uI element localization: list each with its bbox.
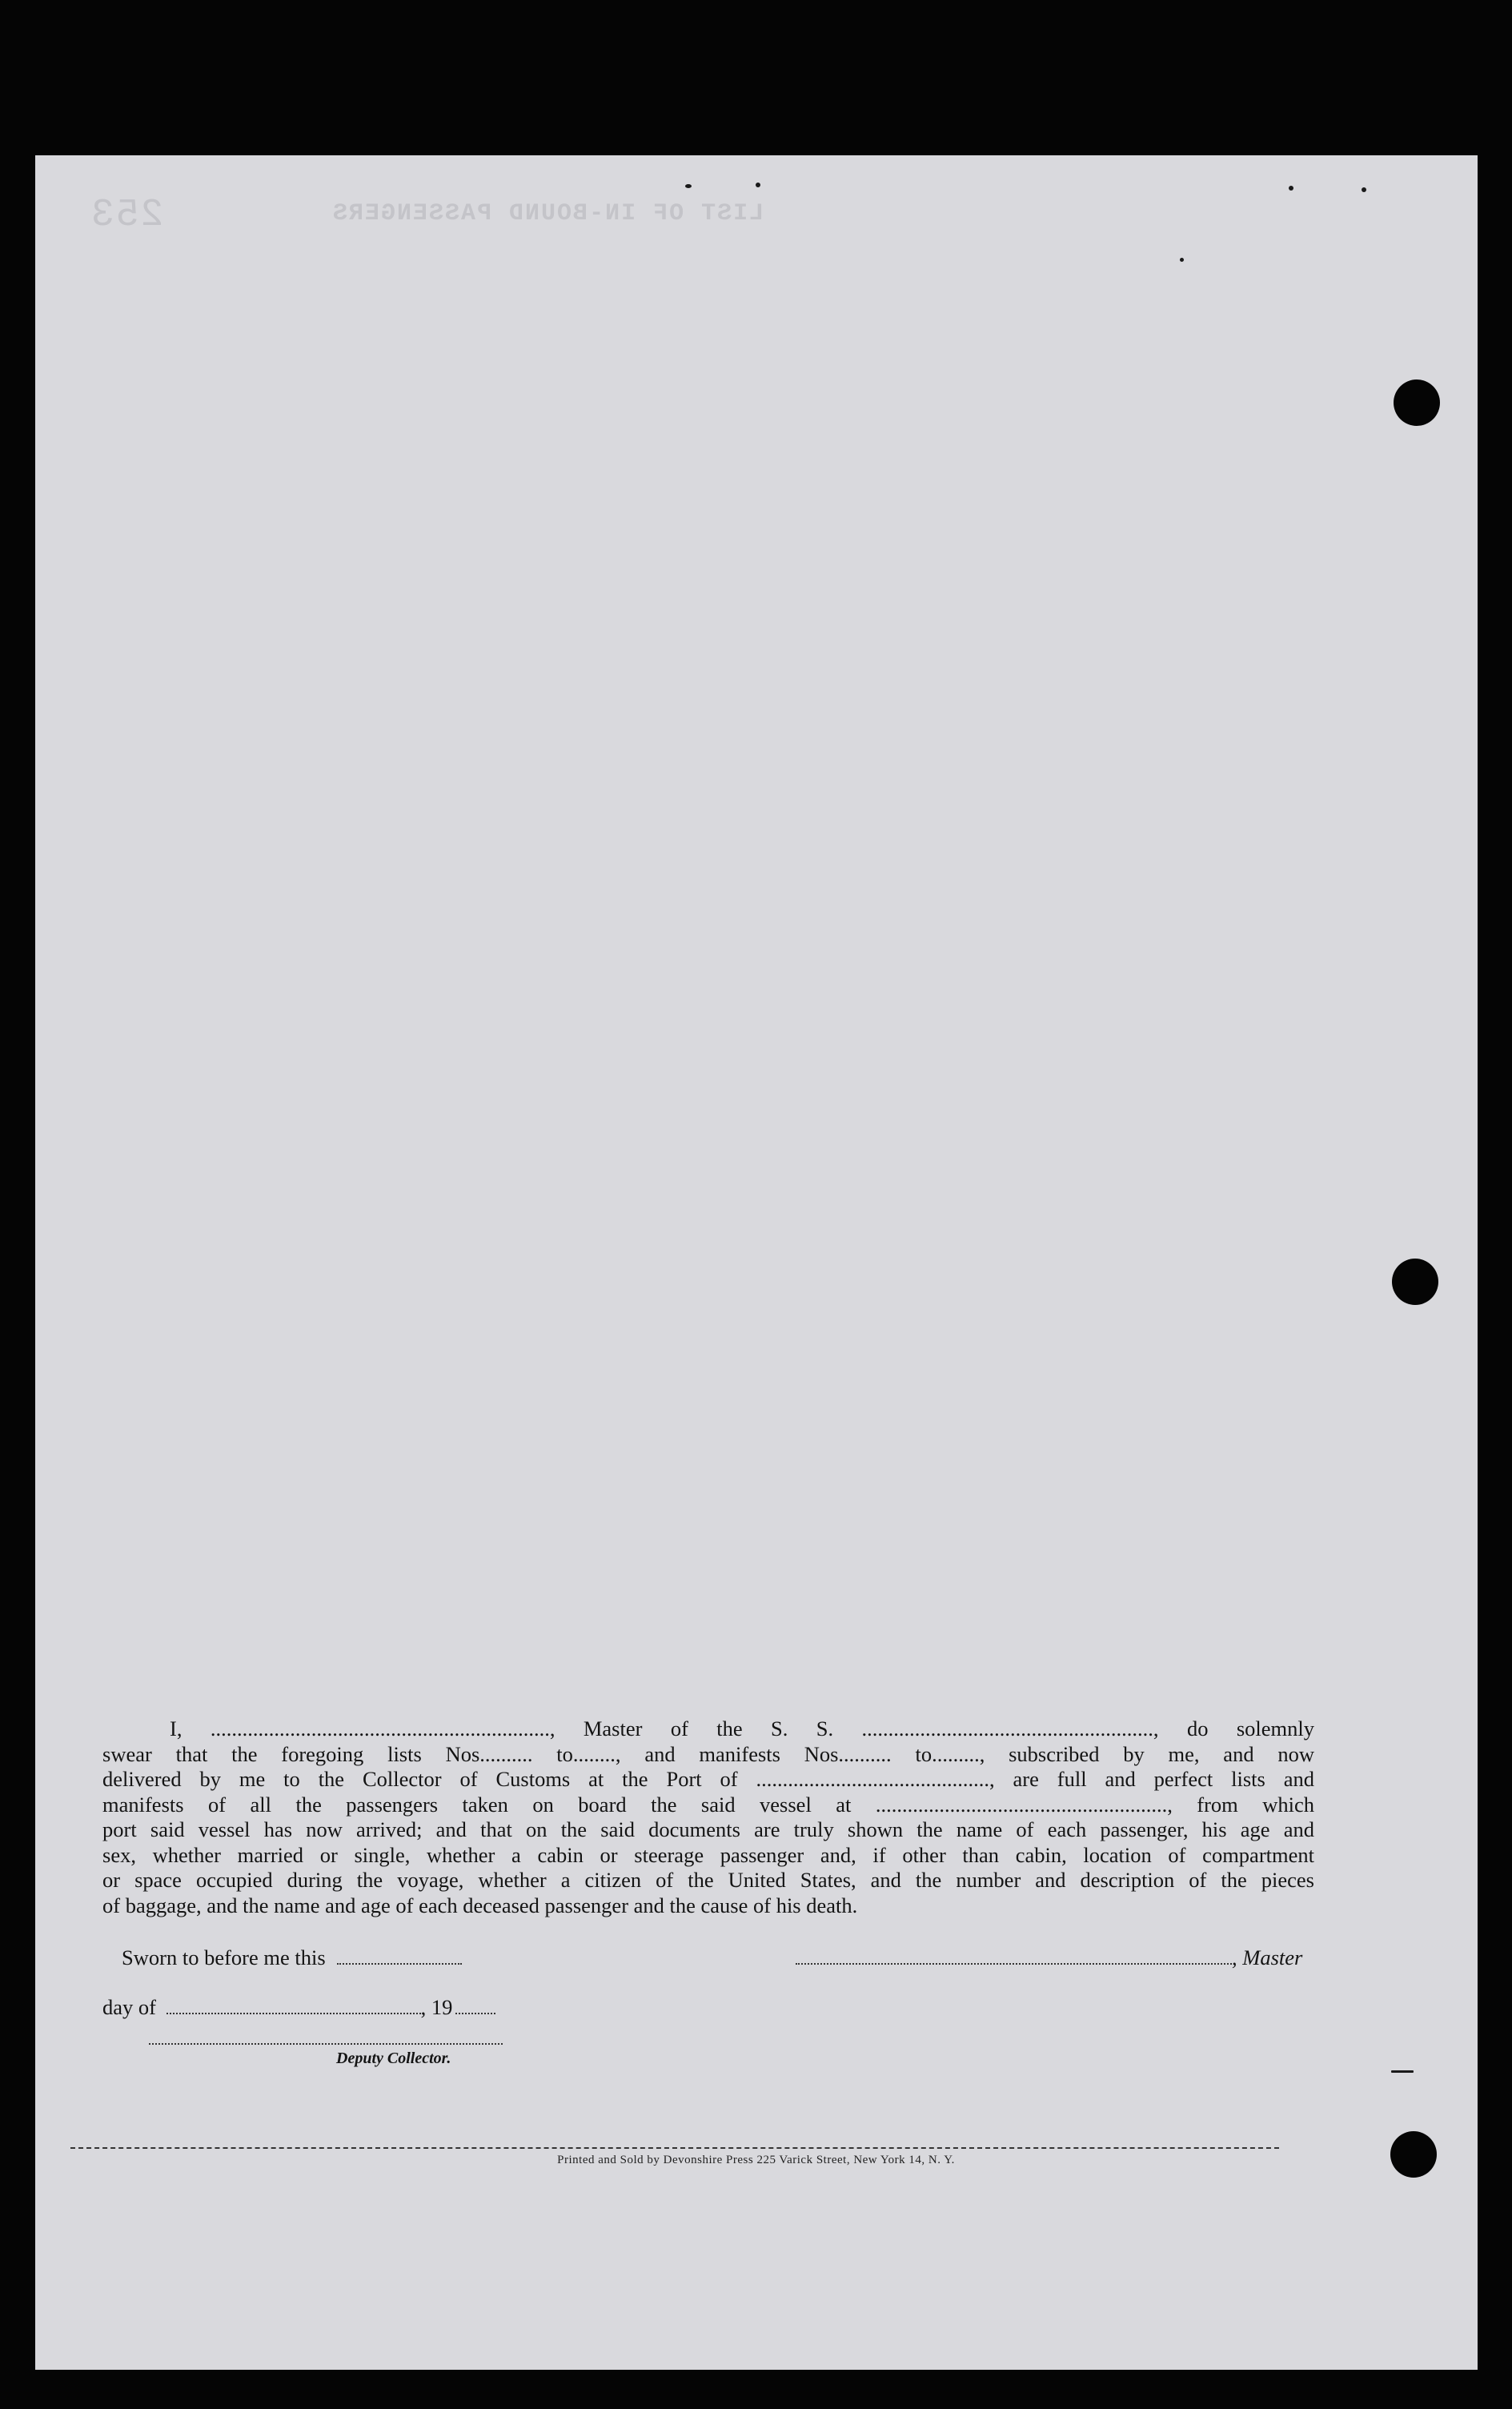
oath-line-7: or space occupied during the voyage, whether a citizen of the United States, and the number and description of the pieces — [102, 1868, 1314, 1892]
speck — [1289, 186, 1293, 191]
oath-paragraph — [102, 1716, 1314, 1918]
punch-hole-middle — [1392, 1259, 1438, 1305]
speck — [756, 183, 760, 187]
speck — [1180, 258, 1184, 262]
footer-rule — [70, 2147, 1279, 2149]
master-signature-line — [796, 1960, 1232, 1965]
oath-line-3: delivered by me to the Collector of Customs at the Port of ............................................, are full and perfect lists and — [102, 1767, 1314, 1791]
speck — [1362, 187, 1366, 192]
sworn-label: Sworn to before me this — [122, 1945, 326, 1969]
sworn-row — [122, 1945, 462, 1970]
oath-line-1: I, ................................................................, Master of the S. S. ......................................................., do solemnly — [170, 1716, 1314, 1741]
oath-line-5: port said vessel has now arrived; and that on the said documents are truly shown the name of each passenger, his age and — [102, 1817, 1314, 1841]
oath-line-2: swear that the foregoing lists Nos.......... to........, and manifests Nos.......... to........., subscribed by me, and now — [102, 1741, 1314, 1766]
punch-hole-top — [1394, 379, 1440, 426]
oath-line-4: manifests of all the passengers taken on board the said vessel at ......................................................., from which — [102, 1792, 1314, 1817]
bleed-through-number: 253 — [90, 194, 164, 237]
year-label: , 19 — [420, 1995, 453, 2019]
master-label: , Master — [1232, 1945, 1303, 1969]
printer-line: Printed and Sold by Devonshire Press 225 Varick Street, New York 14, N. Y. — [557, 2154, 955, 2166]
deputy-signature-line — [149, 2043, 503, 2045]
document-sheet — [35, 155, 1478, 2370]
oath-line-8: of baggage, and the name and age of each deceased passenger and the cause of his death. — [102, 1893, 858, 1917]
sworn-date-line — [337, 1960, 462, 1965]
master-signature-row — [796, 1945, 1302, 1970]
oath-line-6: sex, whether married or single, whether a cabin or steerage passenger and, if other than cabin, location of compartment — [102, 1842, 1314, 1867]
deputy-label: Deputy Collector. — [336, 2050, 451, 2067]
speck — [1391, 2070, 1414, 2073]
day-of-row — [102, 1995, 495, 2020]
day-of-line — [166, 2010, 421, 2014]
speck — [685, 184, 692, 188]
bleed-through-heading: LIST OF IN-BOUND PASSENGERS — [331, 200, 764, 227]
day-of-label: day of — [102, 1995, 156, 2019]
year-line — [455, 2010, 495, 2014]
